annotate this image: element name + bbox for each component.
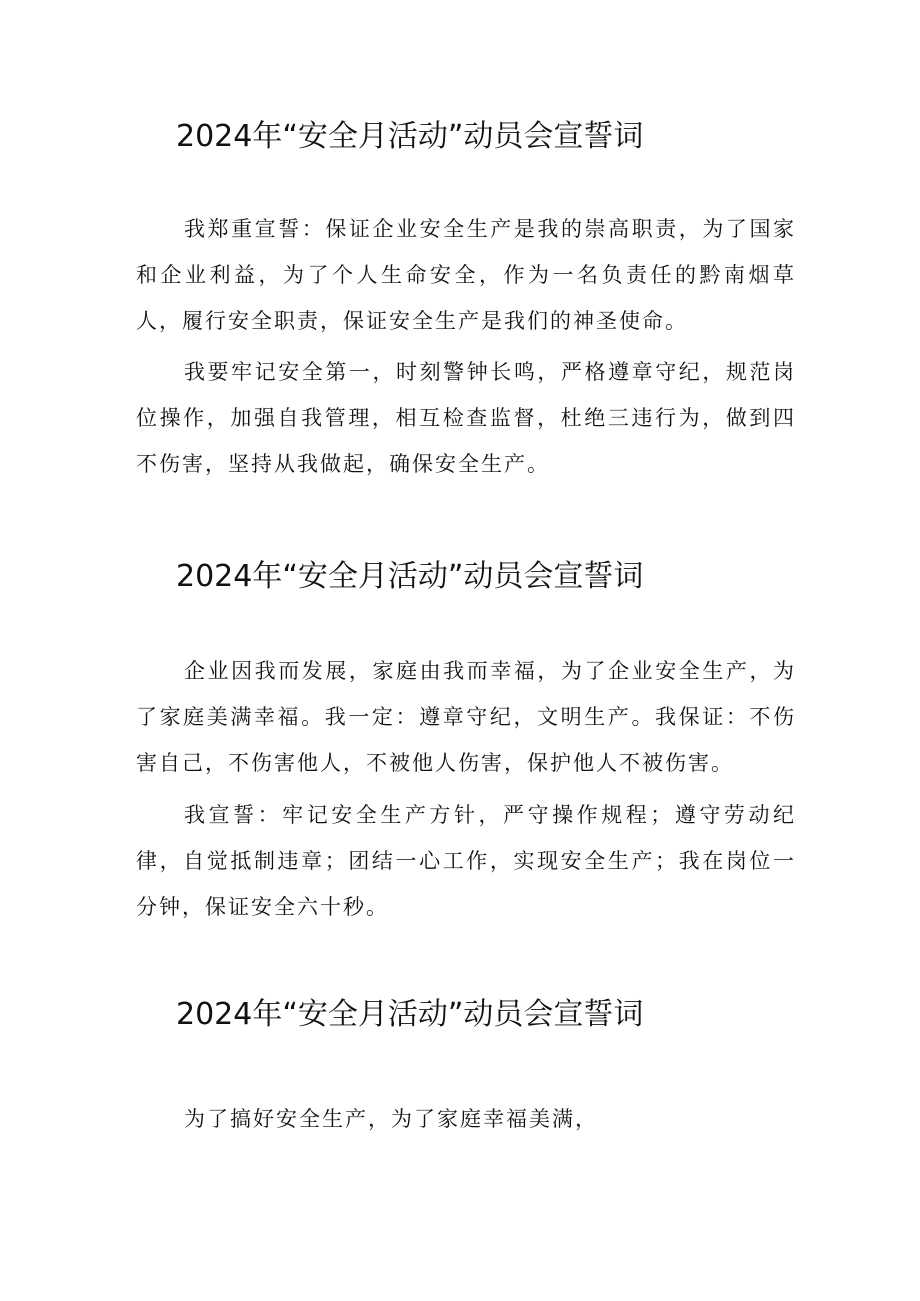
- section-title: 2024年“安全月活动”动员会宣誓词: [176, 119, 644, 154]
- section-title: 2024年“安全月活动”动员会宣誓词: [176, 559, 644, 594]
- paragraph: 我郑重宣誓：保证企业安全生产是我的崇高职责，为了国家和企业利益，为了个人生命安全，作为一名负责任的黔南烟草人，履行安全职责，保证安全生产是我们的神圣使命。: [136, 217, 796, 333]
- paragraph: 为了搞好安全生产，为了家庭幸福美满，: [184, 1107, 598, 1131]
- paragraph: 我要牢记安全第一，时刻警钟长鸣，严格遵章守纪，规范岗位操作，加强自我管理，相互检查监督，杜绝三违行为，做到四不伤害，坚持从我做起，确保安全生产。: [136, 360, 796, 476]
- paragraph: 企业因我而发展，家庭由我而幸福，为了企业安全生产，为了家庭美满幸福。我一定：遵章守纪，文明生产。我保证：不伤害自己，不伤害他人，不被他人伤害，保护他人不被伤害。: [136, 659, 796, 775]
- paragraph: 我宣誓：牢记安全生产方针，严守操作规程；遵守劳动纪律，自觉抵制违章；团结一心工作，实现安全生产；我在岗位一分钟，保证安全六十秒。: [136, 803, 796, 919]
- section-title: 2024年“安全月活动”动员会宣誓词: [176, 997, 644, 1032]
